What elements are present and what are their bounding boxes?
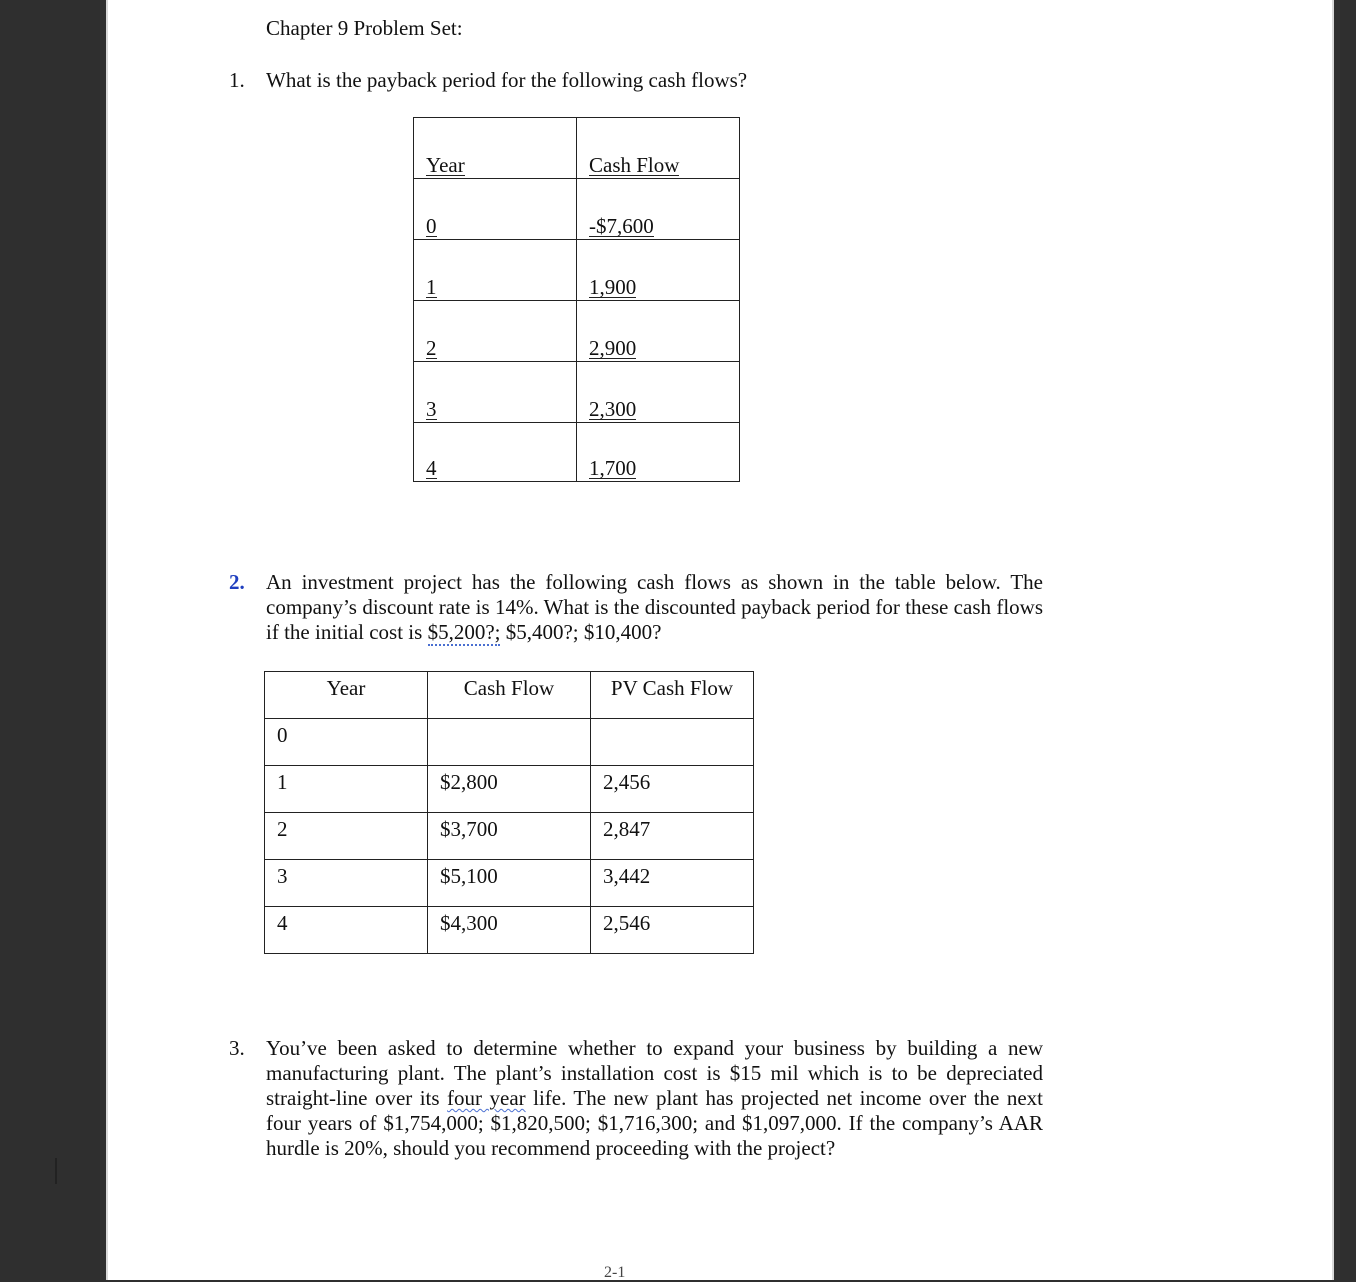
- table-cell: 2: [265, 813, 428, 860]
- table-cell: $4,300: [428, 907, 591, 954]
- table-header-cell: Year: [414, 118, 577, 179]
- question-3-text-part: life. The new plant has projected net income over the next four years of $1,754,000; $1,820,500; $1,716,300; and $1,097,000. If the company’s AAR hurdle is 20%, should you recommend proceeding with the project?: [266, 1086, 1043, 1160]
- table-cell: [591, 719, 754, 766]
- table-row: [414, 301, 740, 362]
- question-2-text-part: $5,400?; $10,400?: [500, 620, 662, 644]
- table-row: [265, 766, 754, 813]
- table-cell: [428, 719, 591, 766]
- question-3-flagged-text[interactable]: four year: [447, 1086, 526, 1110]
- question-3-text: [266, 1036, 1043, 1161]
- table-cell: 3,442: [591, 860, 754, 907]
- question-3-number: 3.: [229, 1036, 245, 1060]
- question-2-text: [266, 570, 1043, 645]
- table-cell: 2,847: [591, 813, 754, 860]
- table-row: [265, 813, 754, 860]
- table-cell: 2,300: [577, 362, 740, 423]
- table-cell: 3: [414, 362, 577, 423]
- table-row: [414, 240, 740, 301]
- table-cell: 4: [414, 423, 577, 482]
- table-row: [414, 179, 740, 240]
- table-header-cell: Cash Flow: [428, 672, 591, 719]
- table-cell: 2: [414, 301, 577, 362]
- table-row: [265, 719, 754, 766]
- table-cell: 0: [265, 719, 428, 766]
- page-number-footer: 2-1: [604, 1264, 626, 1281]
- question-2-flagged-text[interactable]: $5,200?;: [427, 620, 501, 644]
- question-2-number: 2.: [229, 570, 245, 594]
- table-cell: 1,700: [577, 423, 740, 482]
- table-cell: $5,100: [428, 860, 591, 907]
- text-cursor: [55, 1158, 57, 1184]
- table-row: [265, 672, 754, 719]
- table-header-cell: PV Cash Flow: [591, 672, 754, 719]
- cash-flow-table-1: [413, 117, 740, 482]
- table-cell: $2,800: [428, 766, 591, 813]
- question-2-text-part: An investment project has the following cash flows as shown in the table below. The company’s discount rate is 14%. What is the discounted payback period for these cash flows if the initial cost is: [266, 570, 1043, 644]
- table-cell: 1: [414, 240, 577, 301]
- table-row: [414, 118, 740, 179]
- cash-flow-table-2: [264, 671, 754, 954]
- table-row: [414, 362, 740, 423]
- table-cell: $3,700: [428, 813, 591, 860]
- question-1-text: What is the payback period for the following cash flows?: [266, 68, 748, 92]
- table-cell: 3: [265, 860, 428, 907]
- table-header-cell: Year: [265, 672, 428, 719]
- table-row: [265, 907, 754, 954]
- table-cell: 1,900: [577, 240, 740, 301]
- table-row: [414, 423, 740, 482]
- table-row: [265, 860, 754, 907]
- document-page: [106, 0, 1334, 1280]
- table-cell: -$7,600: [577, 179, 740, 240]
- table-cell: 1: [265, 766, 428, 813]
- question-3-text-part: You’ve been asked to determine whether to expand your business by building a new manufacturing plant. The plant’s installation cost is $15 mil which is to be depreciated straight-line over its: [266, 1036, 1043, 1110]
- page-title: Chapter 9 Problem Set:: [266, 16, 463, 40]
- question-1-number: 1.: [229, 68, 245, 92]
- table-cell: 2,900: [577, 301, 740, 362]
- table-cell: 2,546: [591, 907, 754, 954]
- table-header-cell: Cash Flow: [577, 118, 740, 179]
- table-cell: 0: [414, 179, 577, 240]
- table-cell: 4: [265, 907, 428, 954]
- table-cell: 2,456: [591, 766, 754, 813]
